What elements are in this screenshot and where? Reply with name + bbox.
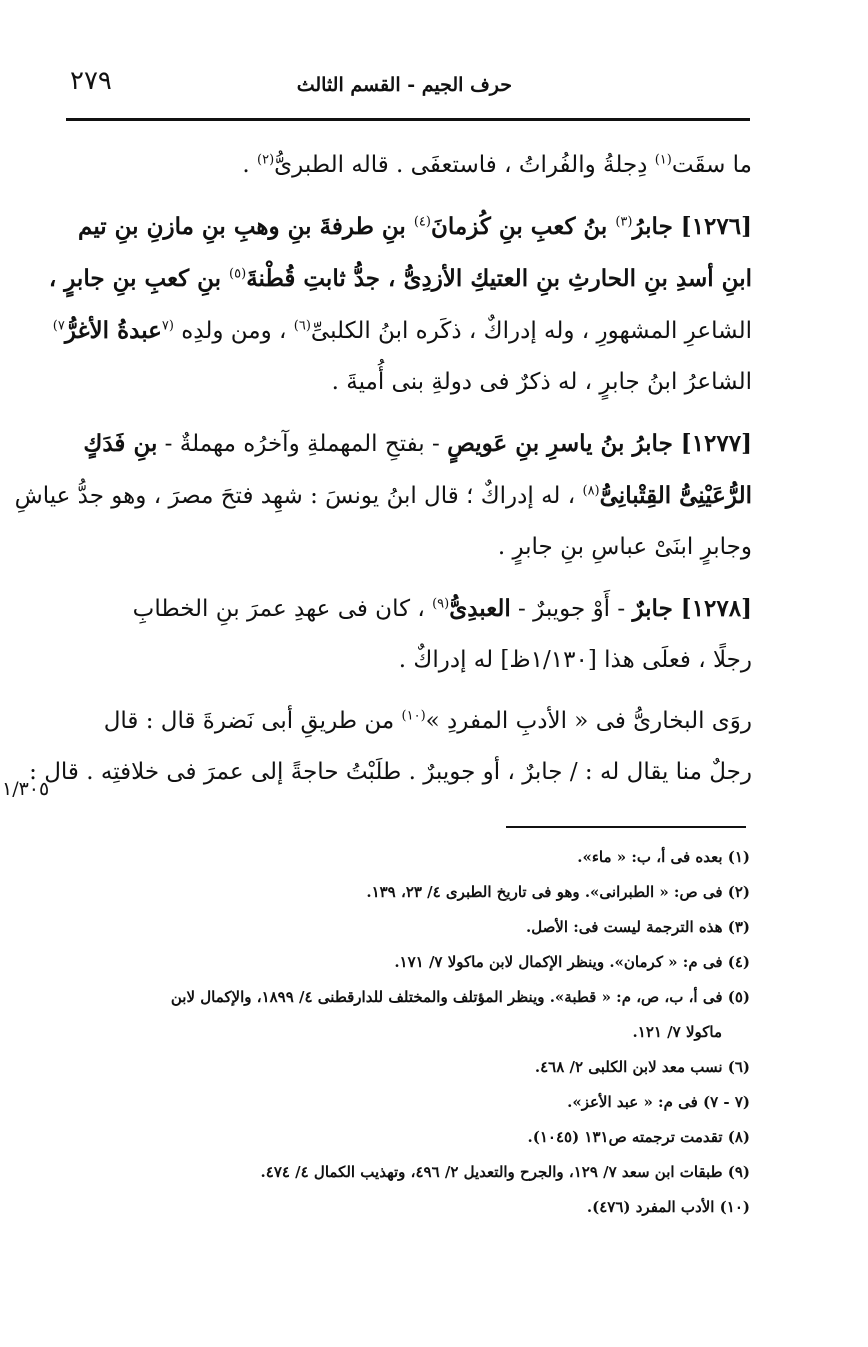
text-line (60, 418, 752, 470)
footnote: (١٠) الأدب المفرد (٤٧٦). (586, 1198, 750, 1216)
text-run: بنِ كعبِ بنِ جابرٍ ، (48, 265, 230, 292)
header-rule (66, 118, 750, 121)
footnote: (٤) فى م: « كرمان». وينظر الإكمال لابن ماكولا ٧/ ١٧١. (394, 953, 750, 971)
footnote: (١) بعده فى أ، ب: « ماء». (577, 848, 750, 866)
text-line (60, 696, 752, 747)
footnote-marker: (٧ (161, 318, 174, 334)
footnote-marker: (١) (654, 152, 672, 168)
text-run: ، له إدراكٌ ؛ قال ابنُ يونسَ : شهِد فتحَ مصرَ ، وهو جدُّ عياشِ (14, 483, 583, 509)
footnote: (٨) تقدمت ترجمته ص١٣١ (١٠٤٥). (527, 1128, 750, 1146)
text-line (60, 357, 752, 408)
text-run: [١٢٧٦] جابرُ (632, 213, 752, 240)
text-run: عبدةُ الأغرُّ (64, 317, 162, 344)
footnote: (٣) هذه الترجمة ليست فى: الأصل. (525, 918, 750, 936)
text-line (60, 522, 752, 573)
text-run: الشاعرُ ابنُ جابرٍ ، له ذكرٌ فى دولةِ بنى أُميةَ . (331, 369, 752, 395)
text-run: العبدِىُّ (449, 595, 511, 622)
footnote-marker: (٤) (413, 214, 431, 230)
text-run: ما سقَت (671, 152, 752, 178)
text-run: ، ومن ولدِه (173, 318, 294, 344)
text-run: دِجلةُ والفُراتُ ، فاستعفَى . قاله الطبرىُّ (274, 152, 655, 178)
footnote-marker: (٦) (293, 318, 311, 334)
text-run: . (242, 152, 258, 178)
footnote: (٦) نسب معد لابن الكلبى ٢/ ٤٦٨. (534, 1058, 750, 1076)
footnote-marker: (٣) (615, 214, 633, 230)
text-run: بنِ فَدَكٍ (83, 430, 158, 457)
text-line (29, 747, 752, 798)
footnote: (٩) طبقات ابن سعد ٧/ ١٢٩، والجرح والتعديل ٢/ ٤٩٦، وتهذيب الكمال ٤/ ٤٧٤. (260, 1163, 750, 1181)
text-run: رجلٌ منا يقال له : / جابرٌ ، أو جويبرٌ . طلَبْتُ حاجةً إلى عمرَ فى خلافتِه . قال : (29, 759, 752, 785)
text-line (52, 305, 752, 357)
text-run: [١٢٧٧] جابرُ بنُ ياسرِ بنِ عَويصٍ (447, 430, 752, 457)
footnotes (66, 840, 750, 1225)
footnote: (٧ - ٧) فى م: « عبد الأعز». (567, 1093, 750, 1111)
text-line (60, 635, 752, 686)
page-header (66, 62, 750, 112)
footnote-separator (506, 826, 746, 828)
footnote-marker: (٩) (432, 596, 450, 612)
footnote: (٥) فى أ، ب، ص، م: « قطبة». وينظر المؤتلف والمختلف للدارقطنى ٤/ ١٨٩٩، والإكمال لابن (170, 988, 750, 1006)
text-run: - أَوْ جويبرٌ - (510, 596, 633, 622)
text-line (60, 140, 752, 191)
text-run: [١٢٧٨] جابرٌ (632, 595, 752, 622)
footnote-marker: (٨) (582, 483, 600, 499)
footnote-continuation: ماكولا ٧/ ١٢١. (632, 1023, 722, 1041)
footnote-marker: (١٠) (401, 708, 426, 724)
page-number: ٢٧٩ (70, 66, 112, 96)
footnote: (٢) فى ص: « الطبرانى». وهو فى تاريخ الطبرى ٤/ ٢٣، ١٣٩. (366, 883, 750, 901)
text-run: الرُّعَيْنِىُّ القِتْبانِىُّ (599, 482, 752, 509)
running-head: حرف الجيم - القسم الثالث (296, 74, 512, 96)
text-run: رجلًا ، فعلَى هذا [١/١٣٠ظ] له إدراكٌ . (398, 647, 752, 673)
text-run: وجابرٍ ابنَىْ عباسِ بنِ جابرٍ . (497, 534, 752, 560)
footnote-marker: (٥) (229, 266, 247, 282)
text-run: بنُ كعبِ بنِ كُزمانَ (430, 213, 616, 240)
text-line (60, 201, 752, 253)
text-run: روَى البخارىُّ فى « الأدبِ المفردِ » (425, 708, 752, 734)
text-run: - بفتحِ المهملةِ وآخرُه مهملةٌ - (157, 431, 448, 457)
text-run: الشاعرِ المشهورِ ، وله إدراكٌ ، ذكَره ابنُ الكلبىِّ (310, 318, 752, 344)
text-run: من طريقِ أبى نَضرةَ قال : قال (103, 708, 402, 734)
margin-folio-reference: ١/٣٠٥ (2, 778, 50, 800)
text-run: ابنِ أسدِ بنِ الحارثِ بنِ العتيكِ الأزدِىُّ ، جدُّ ثابتِ قُطْنةَ (246, 265, 752, 292)
text-run: ، كان فى عهدِ عمرَ بنِ الخطابِ (132, 596, 433, 622)
text-line (14, 470, 752, 522)
text-run: بنِ طرفةَ بنِ وهبِ بنِ مازنِ بنِ تيم (78, 213, 414, 240)
footnote-marker: (٢) (257, 152, 275, 168)
footnote-marker: ٧) (52, 318, 65, 334)
text-line (48, 253, 752, 305)
text-line (60, 583, 752, 635)
